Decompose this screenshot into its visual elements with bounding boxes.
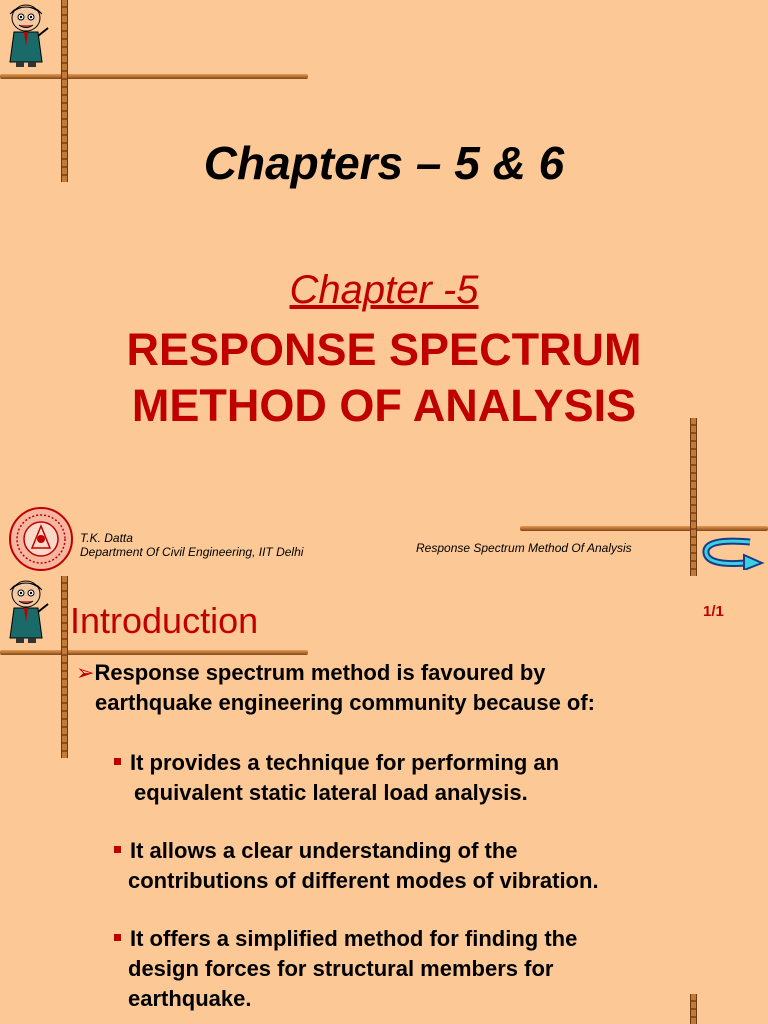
author-affiliation: Department Of Civil Engineering, IIT Delhi xyxy=(80,545,304,559)
bullet-text: equivalent static lateral load analysis. xyxy=(134,780,528,805)
introduction-slide xyxy=(0,576,768,1024)
horizontal-beam xyxy=(520,526,768,531)
main-bullet xyxy=(76,658,716,718)
cartoon-professor-icon xyxy=(2,578,50,644)
cartoon-professor-icon xyxy=(2,2,50,68)
bullet-text: It provides a technique for performing an xyxy=(130,750,560,775)
sub-bullet xyxy=(114,836,714,896)
sub-bullet xyxy=(114,748,714,808)
sub-bullet xyxy=(114,924,714,1014)
return-arrow-icon[interactable] xyxy=(700,536,766,570)
subtitle-line-1: RESPONSE SPECTRUM xyxy=(126,324,642,375)
bullet-text: It offers a simplified method for finding the xyxy=(130,926,578,951)
iit-delhi-logo xyxy=(8,506,74,572)
author-name: T.K. Datta xyxy=(80,531,133,545)
arrow-bullet-icon: ➢ xyxy=(76,660,95,685)
bullet-text: It allows a clear understanding of the xyxy=(130,838,518,863)
horizontal-beam xyxy=(0,650,308,655)
bullet-text: design forces for structural members for xyxy=(128,956,554,981)
bullet-text: earthquake engineering community because of: xyxy=(95,690,596,715)
square-bullet-icon xyxy=(114,934,121,941)
vertical-beam xyxy=(61,576,68,758)
author-block xyxy=(80,531,303,559)
square-bullet-icon xyxy=(114,846,121,853)
section-heading: Introduction xyxy=(70,600,259,641)
vertical-beam xyxy=(690,994,697,1024)
page-number: 1/1 xyxy=(703,603,724,620)
subtitle-line-2: METHOD OF ANALYSIS xyxy=(131,380,637,431)
square-bullet-icon xyxy=(114,758,121,765)
slide-title: Chapters – 5 & 6 xyxy=(203,137,565,189)
bullet-text: contributions of different modes of vibration. xyxy=(128,868,599,893)
chapter-label: Chapter -5 xyxy=(289,268,479,312)
footer-title: Response Spectrum Method Of Analysis xyxy=(416,541,632,555)
horizontal-beam xyxy=(0,74,308,79)
chapter-subtitle xyxy=(0,322,768,434)
bullet-text: earthquake. xyxy=(128,986,252,1011)
vertical-beam xyxy=(690,418,697,576)
bullet-text: Response spectrum method is favoured by xyxy=(94,660,546,685)
